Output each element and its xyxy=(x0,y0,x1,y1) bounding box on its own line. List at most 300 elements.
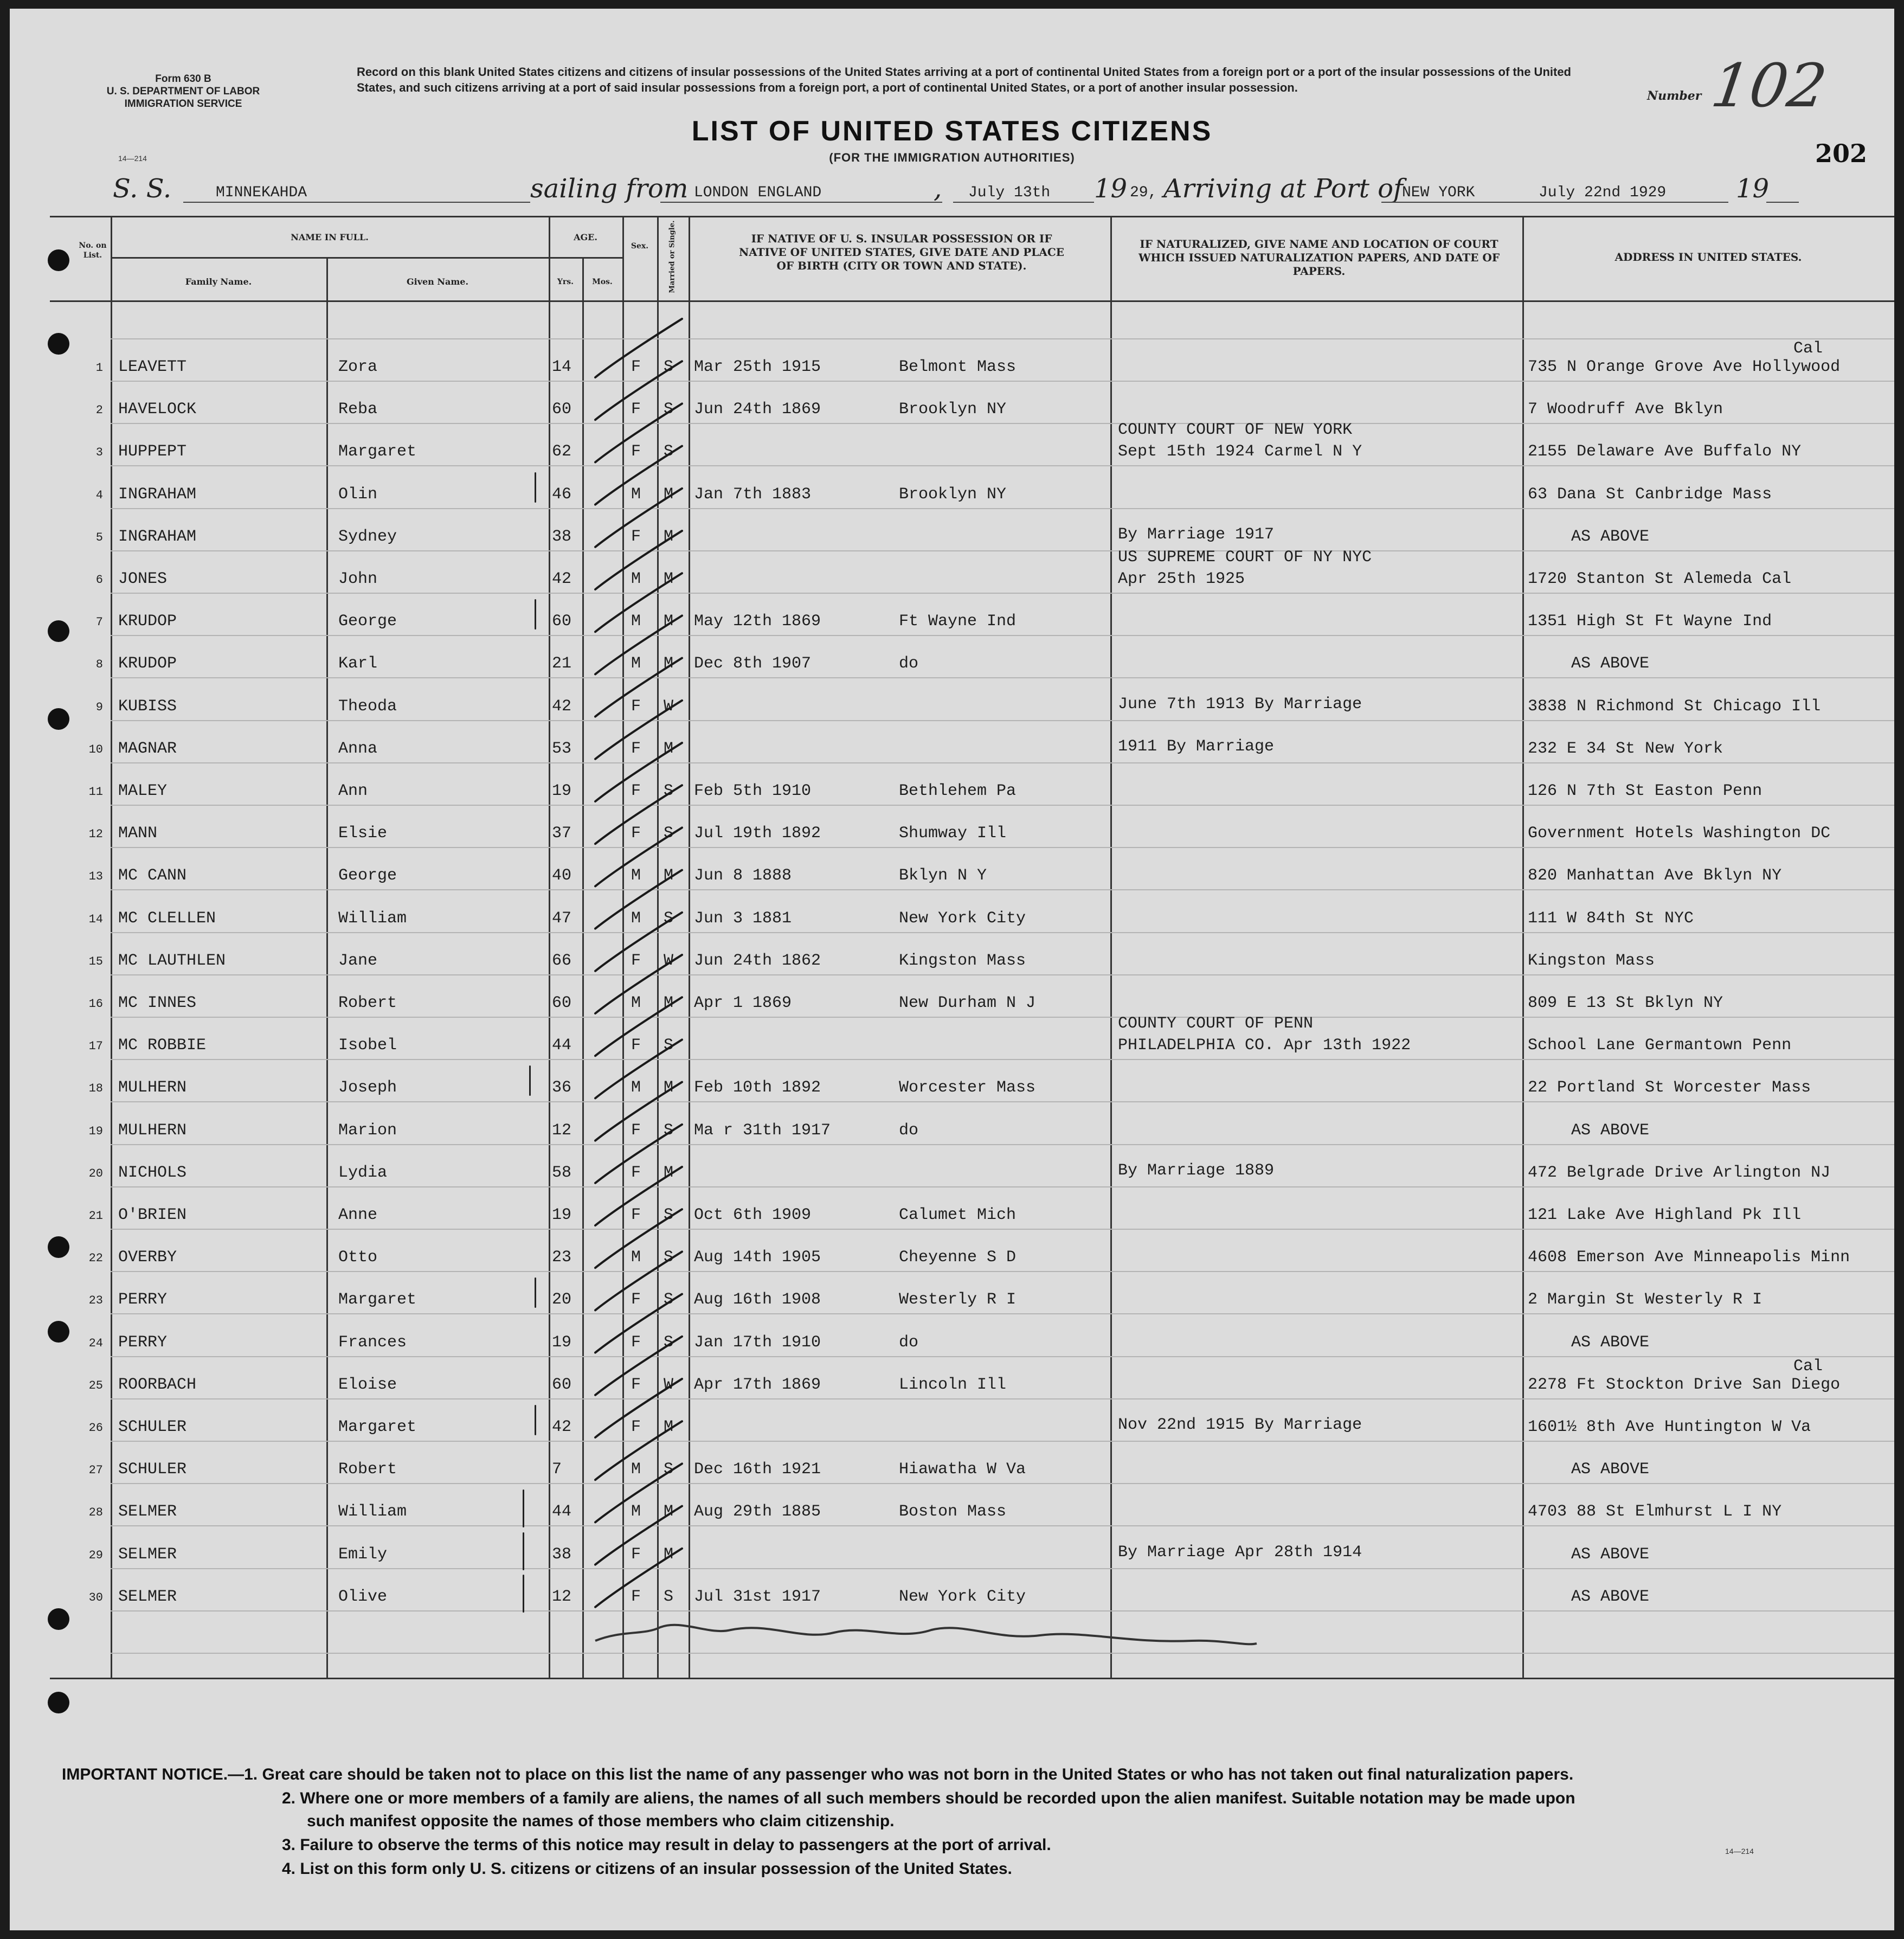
age-cell: 23 xyxy=(552,1248,572,1267)
marital-status-cell: S xyxy=(664,442,674,461)
age-cell: 19 xyxy=(552,1333,572,1352)
age-cell: 60 xyxy=(552,612,572,631)
row-number: 28 xyxy=(88,1506,103,1520)
naturalization-cell: Nov 22nd 1915 By Marriage xyxy=(1118,1416,1362,1434)
row-number: 30 xyxy=(88,1590,103,1604)
naturalization-cell: By Marriage 1917 xyxy=(1118,525,1275,544)
year-suffix-1: 29, xyxy=(1130,184,1157,201)
row-number: 1 xyxy=(95,361,103,375)
address-cell: AS ABOVE xyxy=(1571,1545,1650,1564)
row-number: 3 xyxy=(95,446,103,460)
naturalization-cell: COUNTY COURT OF NEW YORK xyxy=(1118,421,1353,440)
row-number: 25 xyxy=(88,1378,103,1392)
age-cell: 44 xyxy=(552,1503,572,1521)
naturalization-cell: 1911 By Marriage xyxy=(1118,737,1275,756)
family-name-cell: MC INNES xyxy=(118,994,197,1012)
marital-status-cell: W xyxy=(664,697,674,716)
naturalization-detail-cell: Apr 25th 1925 xyxy=(1118,570,1245,588)
sex-cell: F xyxy=(631,824,641,843)
sex-cell: F xyxy=(631,697,641,716)
given-name-cell: William xyxy=(338,1503,407,1521)
address-cell: 121 Lake Ave Highland Pk Ill xyxy=(1528,1206,1802,1224)
year-prefix-1: 19 xyxy=(1094,174,1128,204)
birth-date-cell: Aug 29th 1885 xyxy=(694,1503,821,1521)
to-port: NEW YORK xyxy=(1402,184,1475,201)
age-cell: 60 xyxy=(552,994,572,1012)
family-name-cell: SELMER xyxy=(118,1503,177,1521)
family-name-cell: INGRAHAM xyxy=(118,485,197,504)
birth-place-cell: Boston Mass xyxy=(899,1503,1007,1521)
sex-cell: F xyxy=(631,442,641,461)
birth-place-cell: Brooklyn NY xyxy=(899,400,1007,419)
address-extra-cell: Cal xyxy=(1793,339,1823,358)
age-cell: 20 xyxy=(552,1290,572,1309)
check-strokes-overlay xyxy=(10,9,1894,1744)
address-cell: 1720 Stanton St Alemeda Cal xyxy=(1528,570,1792,588)
address-cell: 809 E 13 St Bklyn NY xyxy=(1528,994,1723,1012)
marital-status-cell: S xyxy=(664,1333,674,1352)
header-sex: Sex. xyxy=(631,242,649,251)
sex-cell: M xyxy=(631,909,641,928)
marital-status-cell: M xyxy=(664,1078,674,1097)
notice-item-4: 4. List on this form only U. S. citizens or citizens of an insular possession of the United States. xyxy=(282,1860,1012,1878)
birth-place-cell: do xyxy=(899,1121,919,1140)
row-number: 21 xyxy=(88,1209,103,1223)
sex-cell: F xyxy=(631,400,641,419)
address-extra-cell: Cal xyxy=(1793,1357,1823,1376)
header-married-single: Married or Single. xyxy=(668,220,677,293)
family-name-cell: O'BRIEN xyxy=(118,1206,187,1224)
birth-date-cell: Dec 8th 1907 xyxy=(694,654,812,673)
birth-place-cell: do xyxy=(899,1333,919,1352)
notice-item-3: 3. Failure to observe the terms of this notice may result in delay to passengers at the port of arrival. xyxy=(282,1836,1051,1854)
page-title: LIST OF UNITED STATES CITIZENS xyxy=(691,115,1213,147)
marital-status-cell: S xyxy=(664,358,674,376)
birth-date-cell: Jul 31st 1917 xyxy=(694,1587,821,1606)
marital-status-cell: S xyxy=(664,1587,674,1606)
row-number: 10 xyxy=(88,742,103,756)
age-cell: 46 xyxy=(552,485,572,504)
age-cell: 62 xyxy=(552,442,572,461)
row-number: 6 xyxy=(95,573,103,587)
birth-place-cell: Brooklyn NY xyxy=(899,485,1007,504)
marital-status-cell: S xyxy=(664,909,674,928)
sex-cell: F xyxy=(631,527,641,546)
family-name-cell: LEAVETT xyxy=(118,358,187,376)
birth-date-cell: Aug 16th 1908 xyxy=(694,1290,821,1309)
marital-status-cell: S xyxy=(664,1206,674,1224)
birth-place-cell: Ft Wayne Ind xyxy=(899,612,1017,631)
arriving-label: Arriving at Port of xyxy=(1163,174,1403,204)
marital-status-cell: M xyxy=(664,866,674,885)
family-name-cell: KRUDOP xyxy=(118,654,177,673)
birth-place-cell: New York City xyxy=(899,909,1026,928)
sex-cell: M xyxy=(631,994,641,1012)
family-name-cell: SCHULER xyxy=(118,1460,187,1479)
sex-cell: F xyxy=(631,1333,641,1352)
address-cell: Kingston Mass xyxy=(1528,951,1655,970)
ss-label: S. S. xyxy=(113,174,172,204)
form-number: Form 630 B xyxy=(155,73,211,85)
address-cell: 735 N Orange Grove Ave Hollywood xyxy=(1528,358,1841,376)
sex-cell: F xyxy=(631,1163,641,1182)
address-cell: 2155 Delaware Ave Buffalo NY xyxy=(1528,442,1802,461)
sex-cell: F xyxy=(631,782,641,800)
given-name-cell: Margaret xyxy=(338,1290,417,1309)
list-number-handwritten: 102 xyxy=(1707,51,1831,120)
row-number: 12 xyxy=(88,827,103,842)
birth-place-cell: New Durham N J xyxy=(899,994,1036,1012)
birth-date-cell: Feb 5th 1910 xyxy=(694,782,812,800)
sex-cell: F xyxy=(631,1121,641,1140)
birth-place-cell: Bethlehem Pa xyxy=(899,782,1017,800)
age-cell: 53 xyxy=(552,739,572,758)
row-number: 17 xyxy=(88,1039,103,1054)
address-cell: 4703 88 St Elmhurst L I NY xyxy=(1528,1503,1782,1521)
header-address: ADDRESS IN UNITED STATES. xyxy=(1614,251,1802,264)
sex-cell: F xyxy=(631,1036,641,1055)
marital-status-cell: M xyxy=(664,1163,674,1182)
year-prefix-2: 19 xyxy=(1736,174,1770,204)
family-name-cell: ROORBACH xyxy=(118,1375,197,1394)
marital-status-cell: M xyxy=(664,1545,674,1564)
arrival-date: July 22nd 1929 xyxy=(1539,184,1667,201)
row-number: 29 xyxy=(88,1548,103,1562)
marital-status-cell: W xyxy=(664,951,674,970)
family-name-cell: MC CANN xyxy=(118,866,187,885)
given-name-cell: Ann xyxy=(338,782,368,800)
notice-item-1: —1. Great care should be taken not to place on this list the name of any passenger who was not born in the United States or who has not taken out final naturalization papers. xyxy=(228,1765,1574,1783)
address-cell: 111 W 84th St NYC xyxy=(1528,909,1694,928)
address-cell: 2278 Ft Stockton Drive San Diego xyxy=(1528,1375,1841,1394)
row-number: 2 xyxy=(95,403,103,418)
header-mos: Mos. xyxy=(592,278,613,286)
marital-status-cell: M xyxy=(664,570,674,588)
address-cell: 126 N 7th St Easton Penn xyxy=(1528,782,1763,800)
family-name-cell: PERRY xyxy=(118,1290,168,1309)
row-number: 4 xyxy=(95,488,103,502)
birth-date-cell: Ma r 31th 1917 xyxy=(694,1121,831,1140)
row-number: 14 xyxy=(88,912,103,926)
number-label: Number xyxy=(1647,89,1702,103)
birth-date-cell: Dec 16th 1921 xyxy=(694,1460,821,1479)
row-number: 7 xyxy=(95,615,103,630)
birth-place-cell: do xyxy=(899,654,919,673)
sex-cell: F xyxy=(631,1206,641,1224)
row-number: 24 xyxy=(88,1336,103,1350)
sex-cell: F xyxy=(631,1587,641,1606)
sex-cell: M xyxy=(631,1078,641,1097)
age-cell: 14 xyxy=(552,358,572,376)
address-cell: 63 Dana St Canbridge Mass xyxy=(1528,485,1772,504)
address-cell: AS ABOVE xyxy=(1571,654,1650,673)
family-name-cell: MULHERN xyxy=(118,1121,187,1140)
header-given-name: Given Name. xyxy=(406,277,469,287)
row-number: 9 xyxy=(95,700,103,714)
age-cell: 42 xyxy=(552,570,572,588)
given-name-cell: John xyxy=(338,570,378,588)
header-yrs: Yrs. xyxy=(557,278,574,286)
marital-status-cell: M xyxy=(664,485,674,504)
form-code-bottom: 14—214 xyxy=(1725,1847,1754,1855)
family-name-cell: MULHERN xyxy=(118,1078,187,1097)
marital-status-cell: S xyxy=(664,1248,674,1267)
given-name-cell: Theoda xyxy=(338,697,397,716)
birth-place-cell: Belmont Mass xyxy=(899,358,1017,376)
birth-place-cell: Kingston Mass xyxy=(899,951,1026,970)
notice-heading xyxy=(62,1765,1573,1784)
given-name-cell: Otto xyxy=(338,1248,378,1267)
birth-date-cell: Apr 17th 1869 xyxy=(694,1375,821,1394)
sex-cell: F xyxy=(631,739,641,758)
given-name-cell: Eloise xyxy=(338,1375,397,1394)
family-name-cell: SELMER xyxy=(118,1545,177,1564)
family-name-cell: MC LAUTHLEN xyxy=(118,951,226,970)
header-family-name: Family Name. xyxy=(185,277,252,287)
sex-cell: M xyxy=(631,1460,641,1479)
marital-status-cell: M xyxy=(664,527,674,546)
birth-date-cell: Jun 24th 1869 xyxy=(694,400,821,419)
address-cell: AS ABOVE xyxy=(1571,1587,1650,1606)
family-name-cell: KRUDOP xyxy=(118,612,177,631)
given-name-cell: Karl xyxy=(338,654,378,673)
birth-date-cell: Jun 8 1888 xyxy=(694,866,792,885)
family-name-cell: INGRAHAM xyxy=(118,527,197,546)
address-cell: 2 Margin St Westerly R I xyxy=(1528,1290,1763,1309)
marital-status-cell: S xyxy=(664,400,674,419)
given-name-cell: William xyxy=(338,909,407,928)
page-number: 202 xyxy=(1815,139,1868,168)
family-name-cell: SCHULER xyxy=(118,1418,187,1436)
birth-date-cell: Jan 7th 1883 xyxy=(694,485,812,504)
address-cell: AS ABOVE xyxy=(1571,1333,1650,1352)
age-cell: 38 xyxy=(552,527,572,546)
birth-date-cell: Aug 14th 1905 xyxy=(694,1248,821,1267)
given-name-cell: Margaret xyxy=(338,1418,417,1436)
birth-place-cell: Hiawatha W Va xyxy=(899,1460,1026,1479)
comma-separator: , xyxy=(934,174,942,204)
address-cell: AS ABOVE xyxy=(1571,1121,1650,1140)
row-number: 19 xyxy=(88,1124,103,1138)
row-number: 27 xyxy=(88,1463,103,1478)
birth-place-cell: Calumet Mich xyxy=(899,1206,1017,1224)
row-number: 16 xyxy=(88,997,103,1011)
birth-date-cell: Feb 10th 1892 xyxy=(694,1078,821,1097)
sex-cell: F xyxy=(631,1545,641,1564)
marital-status-cell: M xyxy=(664,1503,674,1521)
given-name-cell: Isobel xyxy=(338,1036,397,1055)
check-stroke xyxy=(595,1549,682,1607)
sailing-from-label: sailing from xyxy=(530,174,689,204)
row-number: 8 xyxy=(95,658,103,672)
birth-date-cell: Oct 6th 1909 xyxy=(694,1206,812,1224)
family-name-cell: JONES xyxy=(118,570,168,588)
naturalization-cell: June 7th 1913 By Marriage xyxy=(1118,695,1362,714)
family-name-cell: NICHOLS xyxy=(118,1163,187,1182)
age-cell: 19 xyxy=(552,1206,572,1224)
birth-place-cell: Westerly R I xyxy=(899,1290,1017,1309)
row-number: 26 xyxy=(88,1421,103,1435)
row-number: 11 xyxy=(88,785,103,799)
sex-cell: F xyxy=(631,951,641,970)
age-cell: 40 xyxy=(552,866,572,885)
sex-cell: F xyxy=(631,1290,641,1309)
given-name-cell: George xyxy=(338,612,397,631)
form-preamble: Record on this blank United States citizens and citizens of insular possessions of the United States arriving at a port of continental United States from a foreign port or a port of the insular possessions of the United States, and such citizens arriving at a port of said insular possessions from a foreign port, a port of continental United States, or a port of another insular possession. xyxy=(357,65,1571,94)
given-name-cell: Olive xyxy=(338,1587,388,1606)
age-cell: 58 xyxy=(552,1163,572,1182)
address-cell: 1601½ 8th Ave Huntington W Va xyxy=(1528,1418,1811,1436)
sex-cell: F xyxy=(631,1418,641,1436)
birth-date-cell: Jan 17th 1910 xyxy=(694,1333,821,1352)
marital-status-cell: S xyxy=(664,782,674,800)
family-name-cell: MC ROBBIE xyxy=(118,1036,207,1055)
marital-status-cell: M xyxy=(664,739,674,758)
inspector-signature xyxy=(595,1619,1257,1652)
age-cell: 44 xyxy=(552,1036,572,1055)
given-name-cell: Joseph xyxy=(338,1078,397,1097)
given-name-cell: Elsie xyxy=(338,824,388,843)
birth-place-cell: Bklyn N Y xyxy=(899,866,987,885)
sex-cell: M xyxy=(631,1503,641,1521)
family-name-cell: MALEY xyxy=(118,782,168,800)
age-cell: 37 xyxy=(552,824,572,843)
family-name-cell: MC CLELLEN xyxy=(118,909,216,928)
header-naturalized: IF NATURALIZED, GIVE NAME AND LOCATION OF COURT WHICH ISSUED NATURALIZATION PAPERS, AND DATE OF PAPERS. xyxy=(1138,237,1500,278)
address-cell: 232 E 34 St New York xyxy=(1528,739,1723,758)
sex-cell: F xyxy=(631,358,641,376)
age-cell: 19 xyxy=(552,782,572,800)
notice-heading-text: IMPORTANT NOTICE. xyxy=(62,1765,228,1783)
address-cell: 1351 High St Ft Wayne Ind xyxy=(1528,612,1772,631)
page-subtitle: (FOR THE IMMIGRATION AUTHORITIES) xyxy=(829,151,1075,164)
notice-item-2: 2. Where one or more members of a family are aliens, the names of all such members should be recorded upon the alien manifest. Suitable notation may be made upon xyxy=(282,1789,1575,1807)
sex-cell: F xyxy=(631,1375,641,1394)
marital-status-cell: S xyxy=(664,1121,674,1140)
birth-date-cell: Jun 24th 1862 xyxy=(694,951,821,970)
given-name-cell: Sydney xyxy=(338,527,397,546)
naturalization-cell: By Marriage 1889 xyxy=(1118,1161,1275,1180)
given-name-cell: Marion xyxy=(338,1121,397,1140)
age-cell: 47 xyxy=(552,909,572,928)
marital-status-cell: W xyxy=(664,1375,674,1394)
given-name-cell: Robert xyxy=(338,994,397,1012)
birth-place-cell: New York City xyxy=(899,1587,1026,1606)
naturalization-detail-cell: Sept 15th 1924 Carmel N Y xyxy=(1118,442,1362,461)
address-cell: 820 Manhattan Ave Bklyn NY xyxy=(1528,866,1782,885)
service-name: IMMIGRATION SERVICE xyxy=(124,98,242,110)
age-cell: 66 xyxy=(552,951,572,970)
row-number: 22 xyxy=(88,1251,103,1266)
birth-date-cell: May 12th 1869 xyxy=(694,612,821,631)
marital-status-cell: S xyxy=(664,1460,674,1479)
departure-date: July 13th xyxy=(968,184,1051,201)
address-cell: 4608 Emerson Ave Minneapolis Minn xyxy=(1528,1248,1850,1267)
header-age: AGE. xyxy=(574,232,597,242)
header-birth: IF NATIVE OF U. S. INSULAR POSSESSION OR IF NATIVE OF UNITED STATES, GIVE DATE AND PLACE OF BIRTH (CITY OR TOWN AND STATE). xyxy=(738,232,1065,272)
given-name-cell: George xyxy=(338,866,397,885)
sex-cell: M xyxy=(631,570,641,588)
naturalization-cell: US SUPREME COURT OF NY NYC xyxy=(1118,548,1372,567)
given-name-cell: Zora xyxy=(338,358,378,376)
marital-status-cell: M xyxy=(664,994,674,1012)
marital-status-cell: S xyxy=(664,1036,674,1055)
row-number: 18 xyxy=(88,1082,103,1096)
birth-date-cell: Mar 25th 1915 xyxy=(694,358,821,376)
ship-name: MINNEKAHDA xyxy=(216,184,307,201)
sex-cell: M xyxy=(631,612,641,631)
family-name-cell: HUPPEPT xyxy=(118,442,187,461)
family-name-cell: MANN xyxy=(118,824,158,843)
department-name: U. S. DEPARTMENT OF LABOR xyxy=(106,86,260,97)
age-cell: 42 xyxy=(552,1418,572,1436)
birth-date-cell: Jul 19th 1892 xyxy=(694,824,821,843)
manifest-sheet xyxy=(10,9,1894,1930)
age-cell: 38 xyxy=(552,1545,572,1564)
family-name-cell: PERRY xyxy=(118,1333,168,1352)
address-cell: 3838 N Richmond St Chicago Ill xyxy=(1528,697,1821,716)
given-name-cell: Emily xyxy=(338,1545,388,1564)
age-cell: 36 xyxy=(552,1078,572,1097)
address-cell: 472 Belgrade Drive Arlington NJ xyxy=(1528,1163,1831,1182)
birth-place-cell: Lincoln Ill xyxy=(899,1375,1007,1394)
birth-date-cell: Apr 1 1869 xyxy=(694,994,792,1012)
address-cell: School Lane Germantown Penn xyxy=(1528,1036,1792,1055)
given-name-cell: Margaret xyxy=(338,442,417,461)
age-cell: 42 xyxy=(552,697,572,716)
birth-place-cell: Shumway Ill xyxy=(899,824,1007,843)
header-no: No. on List. xyxy=(79,241,107,260)
sex-cell: M xyxy=(631,866,641,885)
form-code-top: 14—214 xyxy=(118,154,147,163)
age-cell: 12 xyxy=(552,1121,572,1140)
address-cell: Government Hotels Washington DC xyxy=(1528,824,1831,843)
family-name-cell: MAGNAR xyxy=(118,739,177,758)
naturalization-cell: By Marriage Apr 28th 1914 xyxy=(1118,1543,1362,1562)
age-cell: 60 xyxy=(552,400,572,419)
family-name-cell: OVERBY xyxy=(118,1248,177,1267)
given-name-cell: Jane xyxy=(338,951,378,970)
family-name-cell: KUBISS xyxy=(118,697,177,716)
address-cell: AS ABOVE xyxy=(1571,1460,1650,1479)
marital-status-cell: M xyxy=(664,654,674,673)
given-name-cell: Frances xyxy=(338,1333,407,1352)
given-name-cell: Anna xyxy=(338,739,378,758)
age-cell: 12 xyxy=(552,1587,572,1606)
marital-status-cell: S xyxy=(664,1290,674,1309)
notice-item-2-cont: such manifest opposite the names of those members who claim citizenship. xyxy=(307,1812,895,1830)
sex-cell: M xyxy=(631,485,641,504)
row-number: 23 xyxy=(88,1294,103,1308)
sex-cell: M xyxy=(631,654,641,673)
address-cell: 7 Woodruff Ave Bklyn xyxy=(1528,400,1723,419)
birth-date-cell: Jun 3 1881 xyxy=(694,909,792,928)
age-cell: 60 xyxy=(552,1375,572,1394)
family-name-cell: SELMER xyxy=(118,1587,177,1606)
birth-place-cell: Cheyenne S D xyxy=(899,1248,1017,1267)
birth-place-cell: Worcester Mass xyxy=(899,1078,1036,1097)
address-cell: 22 Portland St Worcester Mass xyxy=(1528,1078,1811,1097)
given-name-cell: Lydia xyxy=(338,1163,388,1182)
naturalization-detail-cell: PHILADELPHIA CO. Apr 13th 1922 xyxy=(1118,1036,1411,1055)
given-name-cell: Anne xyxy=(338,1206,378,1224)
given-name-cell: Reba xyxy=(338,400,378,419)
age-cell: 21 xyxy=(552,654,572,673)
family-name-cell: HAVELOCK xyxy=(118,400,197,419)
marital-status-cell: M xyxy=(664,1418,674,1436)
row-number: 13 xyxy=(88,870,103,884)
row-number: 15 xyxy=(88,954,103,968)
